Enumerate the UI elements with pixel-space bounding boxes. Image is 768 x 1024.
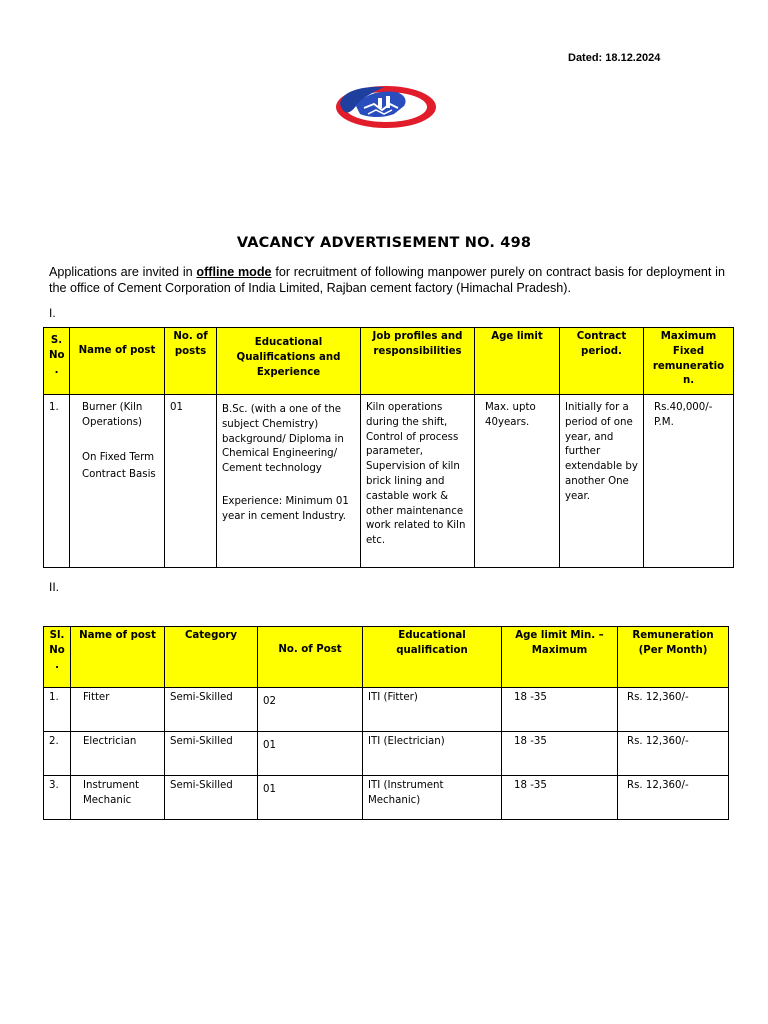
experience-text: Experience: Minimum 01 year in cement Industry. bbox=[222, 495, 349, 522]
cell-contract: Initially for a period of one year, and further extendable by another One year. bbox=[560, 395, 644, 568]
cci-logo bbox=[334, 84, 438, 130]
header-cell: No. of Post bbox=[258, 627, 363, 688]
cell-post: Instrument Mechanic bbox=[71, 776, 165, 820]
cell-remuneration: Rs.40,000/- P.M. bbox=[644, 395, 734, 568]
cell-age: 18 -35 bbox=[502, 732, 618, 776]
intro-paragraph bbox=[49, 264, 725, 296]
post-title: Burner (Kiln Operations) bbox=[82, 402, 143, 428]
qualification-text: B.Sc. (with a one of the subject Chemistry) background/ Diploma in Chemical Engineering/ Cement technology bbox=[222, 404, 344, 475]
header-cell: Name of post bbox=[71, 627, 165, 688]
cell-category: Semi-Skilled bbox=[165, 732, 258, 776]
cell-post: Fitter bbox=[71, 688, 165, 732]
cell-job-profile: Kiln operations during the shift, Control of process parameter, Supervision of kiln brick lining and castable work & other maintenance work related to Kiln etc. bbox=[361, 395, 475, 568]
intro-emphasis: offline mode bbox=[196, 265, 272, 279]
cell-qualification bbox=[217, 395, 361, 568]
table-row bbox=[44, 732, 729, 776]
header-cell: S. No . bbox=[44, 328, 70, 395]
header-cell: Educational qualification bbox=[363, 627, 502, 688]
cell-pay: Rs. 12,360/- bbox=[618, 688, 729, 732]
cell-sno: 3. bbox=[44, 776, 71, 820]
section-1-label: I. bbox=[49, 306, 56, 320]
table-row bbox=[44, 395, 734, 568]
cell-pay: Rs. 12,360/- bbox=[618, 732, 729, 776]
header-cell: Contract period. bbox=[560, 328, 644, 395]
post-note: On Fixed Term Contract Basis bbox=[82, 451, 156, 480]
table-section-1 bbox=[43, 327, 734, 568]
cell-qualification: ITI (Fitter) bbox=[363, 688, 502, 732]
cell-posts: 01 bbox=[258, 776, 363, 820]
cell-posts: 01 bbox=[165, 395, 217, 568]
cell-sno: 1. bbox=[44, 688, 71, 732]
header-cell: Sl. No . bbox=[44, 627, 71, 688]
cell-posts: 01 bbox=[258, 732, 363, 776]
cell-sno: 1. bbox=[44, 395, 70, 568]
header-cell: Educational Qualifications and Experience bbox=[217, 328, 361, 395]
dated-text: Dated: 18.12.2024 bbox=[568, 52, 661, 64]
cell-category: Semi-Skilled bbox=[165, 688, 258, 732]
cell-qualification: ITI (Electrician) bbox=[363, 732, 502, 776]
table-section-2 bbox=[43, 626, 729, 820]
cell-age: 18 -35 bbox=[502, 688, 618, 732]
intro-after: for recruitment of following manpower purely on contract basis for deployment in the office of Cement Corporation of India Limited, Rajban cement factory (Himachal Pradesh). bbox=[49, 265, 725, 295]
header-cell: Age limit bbox=[475, 328, 560, 395]
table-row bbox=[44, 776, 729, 820]
cell-age: Max. upto 40years. bbox=[475, 395, 560, 568]
cell-pay: Rs. 12,360/- bbox=[618, 776, 729, 820]
header-cell: Job profiles and responsibilities bbox=[361, 328, 475, 395]
page-title: VACANCY ADVERTISEMENT NO. 498 bbox=[236, 235, 532, 251]
cell-post: Electrician bbox=[71, 732, 165, 776]
cell-post bbox=[70, 395, 165, 568]
table-row bbox=[44, 688, 729, 732]
intro-before: Applications are invited in bbox=[49, 265, 197, 279]
header-cell: Remuneration (Per Month) bbox=[618, 627, 729, 688]
section-2-label: II. bbox=[49, 580, 60, 594]
cell-posts: 02 bbox=[258, 688, 363, 732]
table-header-row bbox=[44, 627, 729, 688]
header-cell: Maximum Fixed remuneratio n. bbox=[644, 328, 734, 395]
header-cell: Category bbox=[165, 627, 258, 688]
cell-sno: 2. bbox=[44, 732, 71, 776]
table-header-row bbox=[44, 328, 734, 395]
cell-age: 18 -35 bbox=[502, 776, 618, 820]
header-cell: No. of posts bbox=[165, 328, 217, 395]
cell-qualification: ITI (Instrument Mechanic) bbox=[363, 776, 502, 820]
header-cell: Name of post bbox=[70, 328, 165, 395]
cell-category: Semi-Skilled bbox=[165, 776, 258, 820]
header-cell: Age limit Min. – Maximum bbox=[502, 627, 618, 688]
